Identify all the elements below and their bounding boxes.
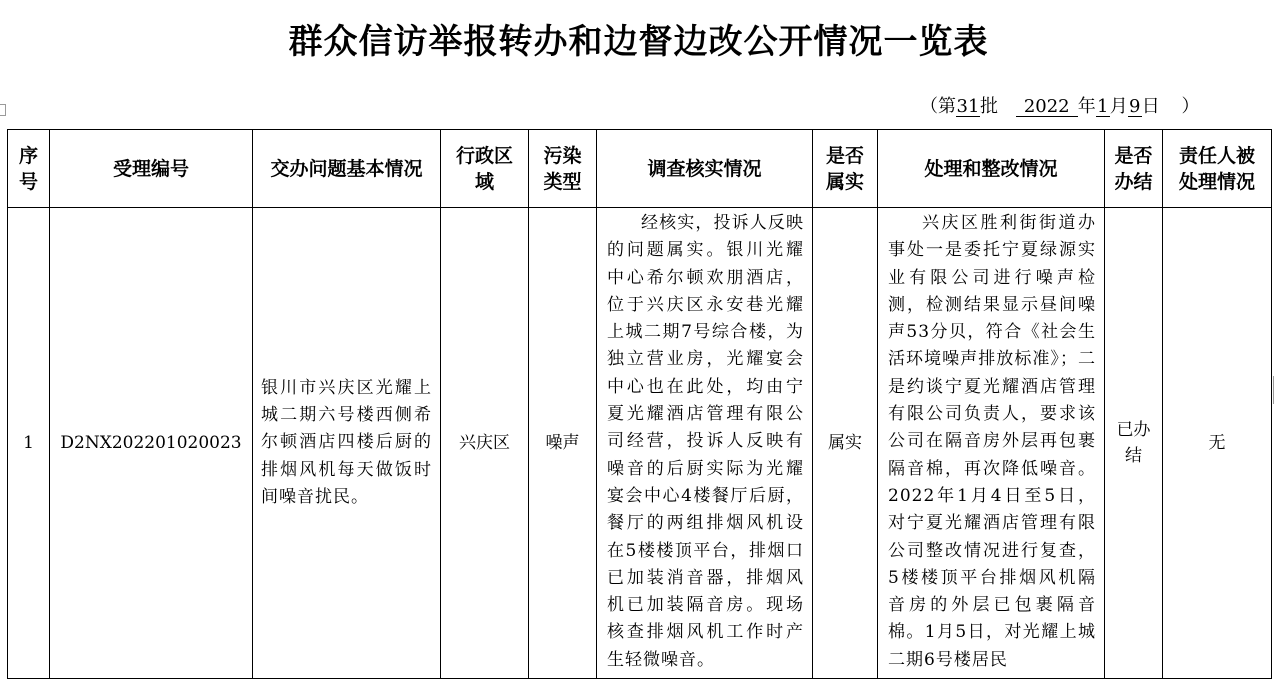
header-investigation: 调查核实情况: [597, 130, 813, 208]
batch-open-paren: （: [920, 96, 938, 117]
header-seq: 序号: [8, 130, 50, 208]
cell-issue: [253, 208, 441, 679]
header-handling: 处理和整改情况: [878, 130, 1105, 208]
header-id: 受理编号: [50, 130, 253, 208]
header-verified: 是否属实: [813, 130, 878, 208]
cell-handling: [878, 208, 1105, 679]
page-title: 群众信访举报转办和边督边改公开情况一览表: [288, 22, 989, 62]
table-row: [8, 208, 1272, 679]
cell-pollution: 噪声: [529, 208, 597, 679]
header-closed: 是否办结: [1105, 130, 1163, 208]
batch-year-char: 年: [1077, 96, 1096, 117]
batch-prefix: 第: [938, 96, 956, 117]
batch-info: [920, 92, 1199, 118]
cell-id: D2NX202201020023: [50, 208, 253, 679]
cell-responsible: 无: [1163, 208, 1272, 679]
cell-investigation-text: 经核实，投诉人反映的问题属实。银川光耀中心希尔顿欢朋酒店，位于兴庆区永安巷光耀上城二期7号综合楼，为独立营业房，光耀宴会中心也在此处，均由宁夏光耀酒店管理有限公司经营，投诉人反映有噪音的后厨实际为光耀宴会中心4楼餐厅后厨，餐厅的两组排烟风机设在5楼楼顶平台，排烟口已加装消音器，排烟风机已加装隔音房。现场核查排烟风机工作时产生轻微噪音。: [607, 213, 804, 670]
cell-investigation: [597, 208, 813, 679]
scrollbar-thumb[interactable]: [1273, 376, 1277, 404]
complaint-table: [7, 129, 1272, 679]
batch-number: 31: [956, 96, 980, 117]
left-edge-handle: [0, 104, 6, 116]
batch-day-char: 日: [1141, 96, 1160, 117]
cell-handling-text: 兴庆区胜利街街道办事处一是委托宁夏绿源实业有限公司进行噪声检测，检测结果显示昼间噪声53分贝，符合《社会生活环境噪声排放标准》；二是约谈宁夏光耀酒店管理有限公司负责人，要求该公司在隔音房外层再包裹隔音棉，再次降低噪音。2022年1月4日至5日，对宁夏光耀酒店管理有限公司整改情况进行复查，5楼楼顶平台排烟风机隔音房的外层已包裹隔音棉。1月5日，对光耀上城二期6号楼居民: [888, 213, 1096, 670]
cell-issue-text: 银川市兴庆区光耀上城二期六号楼西侧希尔顿酒店四楼后厨的排烟风机每天做饭时间噪音扰民。: [261, 377, 432, 507]
header-issue: 交办问题基本情况: [253, 130, 441, 208]
header-region: 行政区域: [441, 130, 529, 208]
cell-seq: 1: [8, 208, 50, 679]
cell-region: 兴庆区: [441, 208, 529, 679]
cell-closed: 已办结: [1105, 208, 1163, 679]
table-header-row: [8, 130, 1272, 208]
header-pollution: 污染类型: [529, 130, 597, 208]
batch-day: 9: [1129, 96, 1141, 117]
batch-word: 批: [980, 96, 998, 117]
batch-month-char: 月: [1109, 96, 1128, 117]
batch-year: 2022: [1016, 98, 1078, 117]
batch-close-paren: ）: [1181, 96, 1200, 117]
cell-verified: 属实: [813, 208, 878, 679]
batch-month: 1: [1097, 96, 1109, 117]
header-responsible: 责任人被处理情况: [1163, 130, 1272, 208]
